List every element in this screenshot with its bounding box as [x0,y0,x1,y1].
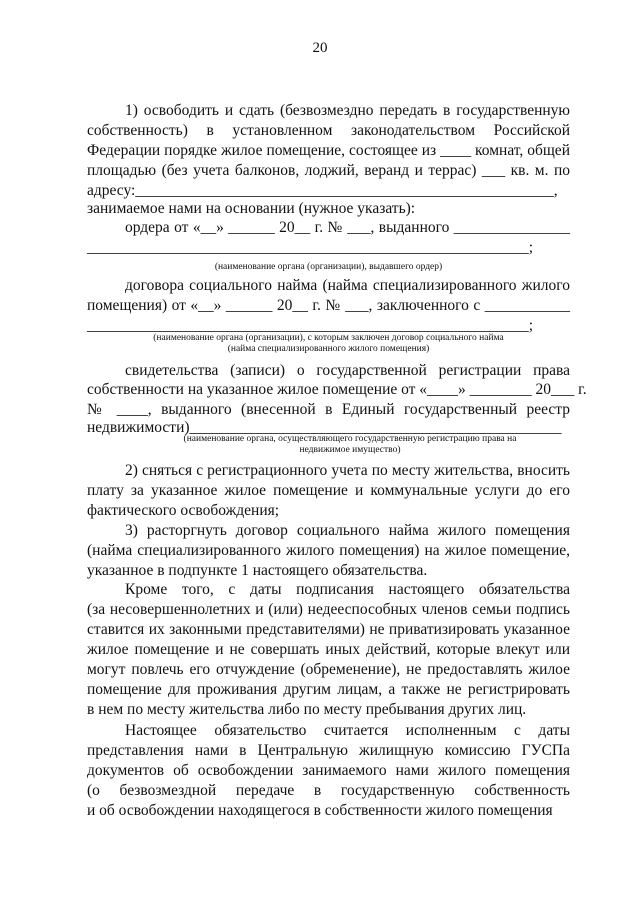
caption: (наименование органа (организации), с которым заключен договор социального найма [153,333,504,343]
text-line: (за несовершеннолетних и (или) недееспособных членов семьи подпись [87,601,570,618]
caption: (наименование органа (организации), выдавшего ордер) [214,262,443,272]
text-line: _________________________________________________________; [87,317,534,334]
text-line: могут повлечь его отчуждение (обременение), не предоставлять жилое [87,661,570,678]
caption: (найма специализированного жилого помещения) [227,344,430,354]
caption: (наименование органа, осуществляющего государственную регистрацию права на [183,434,517,444]
text-line: (найма специализированного жилого помещения) на жилое помещение, [87,542,570,559]
text-line: документов об освобождении занимаемого нами жилого помещения [87,762,570,779]
text-line: указанное в подпункте 1 настоящего обязательства. [87,562,428,579]
text-line: площадью (без учета балконов, лоджий, веранд и террас) ___ кв. м. по [87,162,570,179]
text-line: фактического освобождения; [87,502,280,519]
text-line: и об освобождении находящегося в собственности жилого помещения [87,802,553,819]
text-line: представления нами в Центральную жилищную комиссию ГУСПа [87,742,570,759]
text-line: помещения) от «__» ______ 20__ г. № ___, заключенного с ___________ [87,297,570,314]
text-line: ордера от «__» ______ 20__ г. № ___, выданного _______________ [125,219,570,236]
text-line: ставится их законными представителями) не приватизировать указанное [87,621,570,638]
caption: недвижимое имущество) [299,445,401,455]
text-line: недвижимости)________________________________________________ [87,419,562,436]
page-number: 20 [312,40,328,56]
text-line: в нем по месту жительства либо по месту пребывания других лиц. [87,701,527,718]
text-line: Федерации порядке жилое помещение, состоящее из ____ комнат, общей [87,142,570,159]
text-line: адресу:______________________________________________________, [87,182,558,199]
text-line: плату за указанное жилое помещение и коммунальные услуги до его [87,482,570,499]
text-line: Настоящее обязательство считается исполненным с даты [125,722,570,739]
text-line: помещение для проживания другим лицам, а также не регистрировать [87,681,570,698]
text-line: собственность) в установленном законодательством Российской [87,122,570,139]
text-line: собственности на указанное жилое помещение от «____» ________ 20___ г. [87,381,587,398]
text-line: _________________________________________________________; [87,239,534,256]
text-line: Кроме того, с даты подписания настоящего обязательства [125,581,570,598]
text-line: жилое помещение и не совершать иных действий, которые влекут или [87,641,570,658]
text-line: (о безвозмездной передаче в государственную собственность [87,782,570,799]
text-line: свидетельства (записи) о государственной регистрации права [125,362,570,379]
text-line: № ____, выданного (внесенной в Единый государственный реестр [87,401,570,418]
text-line: занимаемое нами на основании (нужное указать): [87,200,416,217]
text-line: 1) освободить и сдать (безвозмездно передать в государственную [125,102,570,119]
text-line: 2) сняться с регистрационного учета по месту жительства, вносить [125,462,570,479]
text-line: 3) расторгнуть договор социального найма жилого помещения [125,522,570,539]
text-line: договора социального найма (найма специализированного жилого [125,277,570,294]
